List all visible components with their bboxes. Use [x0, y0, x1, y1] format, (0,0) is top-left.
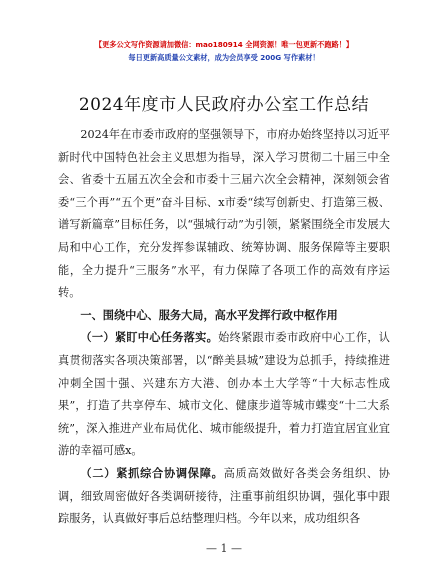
- promo-banner-line2: 每日更新高质量公文素材，成为会员享受 200G 写作素材！: [128, 53, 320, 62]
- document-title: 2024年度市人民政府办公室工作总结: [78, 95, 370, 115]
- document-body: [58, 124, 390, 531]
- item1-paragraph: [58, 327, 390, 463]
- item2-text: 高质高效做好各类会务组织、协调，细致周密做好各类调研接待，注重事前组织协调，强化事中跟踪服务，认真做好事后总结整理归档。今年以来，成功组织各: [58, 466, 390, 526]
- promo-banner-line1: 【更多公文写作资源请加微信：mao180914 全网资源！唯一包更新不跑路！】: [94, 40, 354, 49]
- item2-heading: （二）紧抓综合协调保障。: [80, 466, 224, 480]
- section-heading: 一、围绕中心、服务大局，高水平发挥行政中枢作用: [80, 308, 338, 322]
- page-number: — 1 —: [206, 542, 242, 555]
- item1-text: 始终紧跟市委市政府中心工作，认真贯彻落实各项决策部署，以“醉美县城”建设为总抓手，持续推进冲刺全国十强、兴建东方大港、创办本土大学等“十大标志性成果”，打造了共享停车、城市文化、健康步道等城市蝶变“十二大系统”，深入推进产业布局优化、城市能级提升，着力打造宜居宜业宜游的幸福可感x。: [58, 331, 390, 458]
- intro-paragraph: 2024年在市委市政府的坚强领导下，市府办始终坚持以习近平新时代中国特色社会主义思想为指导，深入学习贯彻二十届三中全会、省委十五届五次全会和市委十三届六次全会精神，深刻领会省委“三个再”“五个更”奋斗目标、x市委“续写创新史、打造第三极、谱写新篇章”目标任务，以“强城行动”为引领，紧紧围绕全市发展大局和中心工作，充分发挥参谋辅政、统筹协调、服务保障等主要职能，全力提升“三服务”水平，有力保障了各项工作的高效有序运转。: [58, 128, 390, 300]
- item2-paragraph: [58, 463, 390, 531]
- item1-heading: （一）紧盯中心任务落实。: [80, 331, 219, 345]
